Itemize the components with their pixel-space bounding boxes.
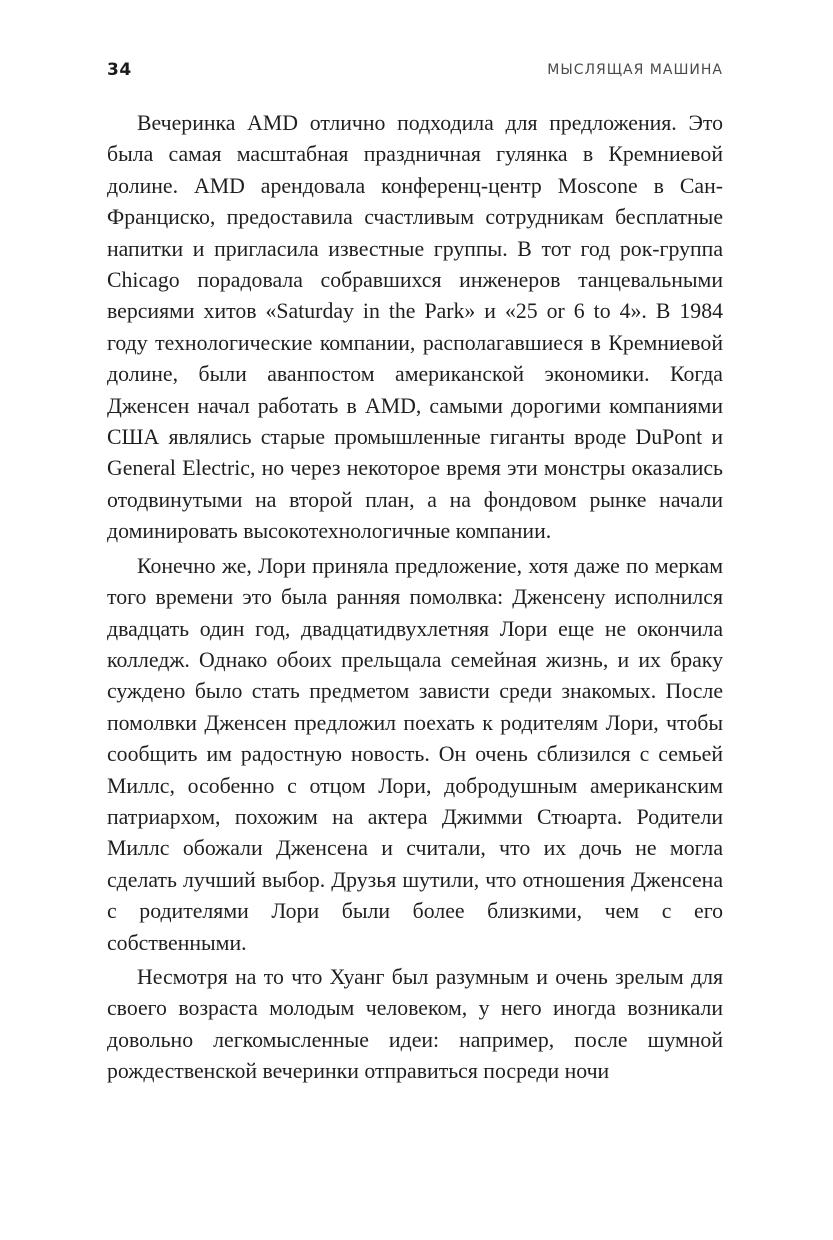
paragraph-1: Вечеринка AMD отлично подходила для предложения. Это была самая масштабная праздничная гулянка в Кремниевой долине. AMD арендовала конференц-центр Moscone в Сан-Франциско, предоставила счастливым сотрудникам бесплатные напитки и пригласила известные группы. В тот год рок-группа Chicago порадовала собравшихся инженеров танцевальными версиями хитов «Saturday in the Park» и «25 or 6 to 4». В 1984 году технологические компании, располагавшиеся в Кремниевой долине, были аванпостом американской экономики. Когда Дженсен начал работать в AMD, самыми дорогими компаниями США являлись старые промышленные гиганты вроде DuPont и General Electric, но через некоторое время эти монстры оказались отодвинутыми на второй план, а на фондовом рынке начали доминировать высокотехнологичные компании.	[107, 111, 723, 544]
paragraph-2: Конечно же, Лори приняла предложение, хотя даже по меркам того времени это была ранняя помолвка: Дженсену исполнился двадцать один год, двадцатидвухлетняя Лори еще не окончила колледж. Однако обоих прельщала семейная жизнь, и их браку суждено было стать предметом зависти среди знакомых. После помолвки Дженсен предложил поехать к родителям Лори, чтобы сообщить им радостную новость. Он очень сблизился с семьей Миллс, особенно с отцом Лори, добродушным американским патриархом, похожим на актера Джимми Стюарта. Родители Миллс обожали Дженсена и считали, что их дочь не могла сделать лучший выбор. Друзья шутили, что отношения Дженсена с родителями Лори были более близкими, чем с его собственными.	[107, 553, 723, 955]
body-text	[107, 108, 723, 1088]
paragraph-3: Несмотря на то что Хуанг был разумным и очень зрелым для своего возраста молодым человеком, у него иногда возникали довольно легкомысленные идеи: например, после шумной рождественской вечеринки отправиться посреди ночи	[107, 964, 723, 1084]
running-head-title: МЫСЛЯЩАЯ МАШИНА	[547, 62, 723, 78]
page-number: 34	[107, 60, 132, 80]
